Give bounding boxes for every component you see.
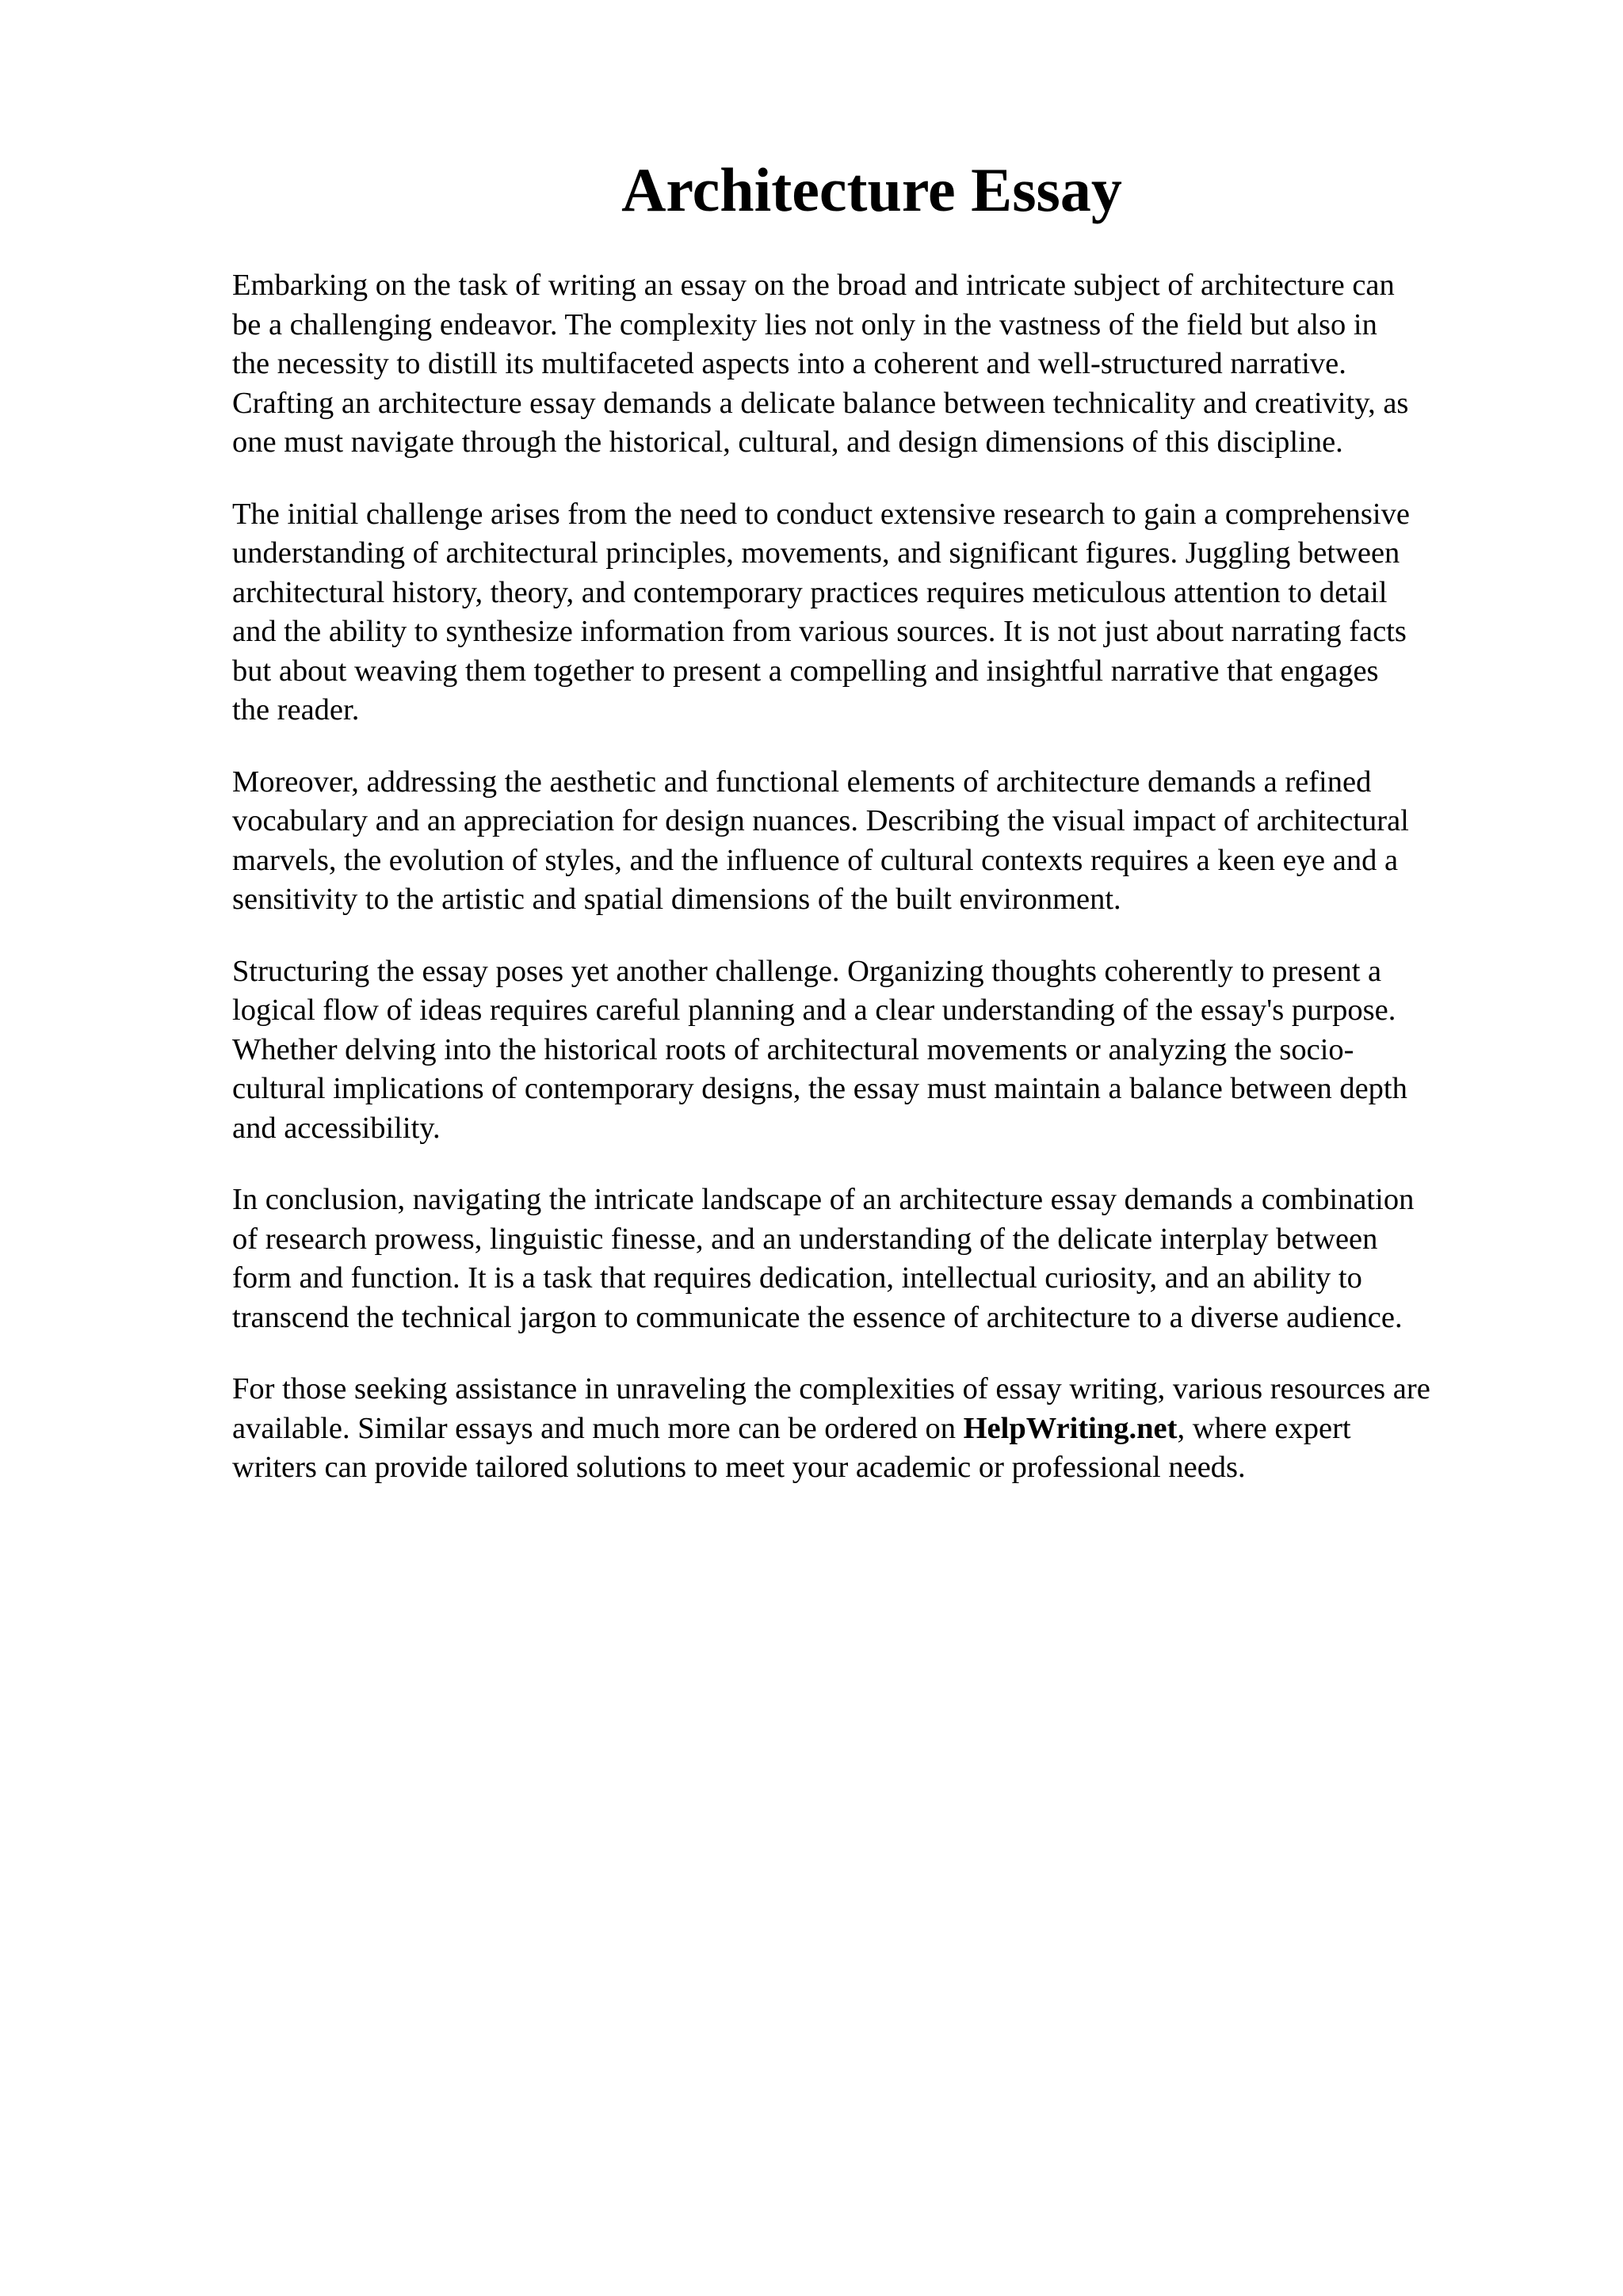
text-line: and the ability to synthesize information from various sources. It is not just about narrating facts [232,615,1407,648]
paragraph-structure [232,952,1532,1149]
text-line: logical flow of ideas requires careful planning and a clear understanding of the essay's purpose. [232,994,1396,1027]
text-line: understanding of architectural principles, movements, and significant figures. Juggling between [232,536,1400,570]
text-line: but about weaving them together to present a compelling and insightful narrative that engages [232,654,1379,688]
text-line: For those seeking assistance in unraveling the complexities of essay writing, various resources are [232,1372,1430,1405]
text-line: the necessity to distill its multifaceted aspects into a coherent and well-structured narrative. [232,347,1346,380]
text-line: marvels, the evolution of styles, and the influence of cultural contexts requires a keen eye and a [232,843,1399,877]
text-line: transcend the technical jargon to communicate the essence of architecture to a diverse audience. [232,1300,1403,1334]
paragraph-intro [232,266,1532,463]
text-line: architectural history, theory, and contemporary practices requires meticulous attention to detail [232,575,1388,609]
text-line: The initial challenge arises from the need to conduct extensive research to gain a comprehensive [232,497,1410,531]
text-line: cultural implications of contemporary designs, the essay must maintain a balance between depth [232,1072,1407,1105]
helpwriting-brand-link[interactable]: HelpWriting.net [963,1411,1178,1445]
text-line: vocabulary and an appreciation for design nuances. Describing the visual impact of architectural [232,804,1409,837]
text-line: Whether delving into the historical roots of architectural movements or analyzing the socio- [232,1032,1354,1066]
paragraph-research [232,495,1532,730]
text-line: writers can provide tailored solutions to meet your academic or professional needs. [232,1451,1246,1484]
text-line: Structuring the essay poses yet another challenge. Organizing thoughts coherently to present a [232,954,1382,988]
text-line: sensitivity to the artistic and spatial dimensions of the built environment. [232,883,1121,916]
text-line: be a challenging endeavor. The complexity lies not only in the vastness of the field but also in [232,307,1377,341]
text-line: Crafting an architecture essay demands a delicate balance between technicality and creativity, as [232,386,1409,420]
text-line [232,1409,1532,1449]
essay-body [232,266,1532,1520]
paragraph-aesthetics [232,763,1532,920]
text-line: Embarking on the task of writing an essay on the broad and intricate subject of architecture can [232,269,1395,302]
text-line: form and function. It is a task that requires dedication, intellectual curiosity, and an ability to [232,1261,1362,1295]
text-line: In conclusion, navigating the intricate landscape of an architecture essay demands a combination [232,1183,1415,1216]
text-fragment: , where expert [1177,1411,1351,1445]
text-line: of research prowess, linguistic finesse, and an understanding of the delicate interplay between [232,1222,1378,1256]
text-line: Moreover, addressing the aesthetic and functional elements of architecture demands a refined [232,765,1372,799]
text-line: the reader. [232,693,360,727]
paragraph-conclusion [232,1180,1532,1337]
text-line: and accessibility. [232,1111,441,1145]
paragraph-closing [232,1370,1532,1488]
page-title: Architecture Essay [621,155,1122,224]
text-line: one must navigate through the historical, cultural, and design dimensions of this discipline. [232,425,1343,459]
text-fragment: available. Similar essays and much more can be ordered on [232,1411,964,1445]
